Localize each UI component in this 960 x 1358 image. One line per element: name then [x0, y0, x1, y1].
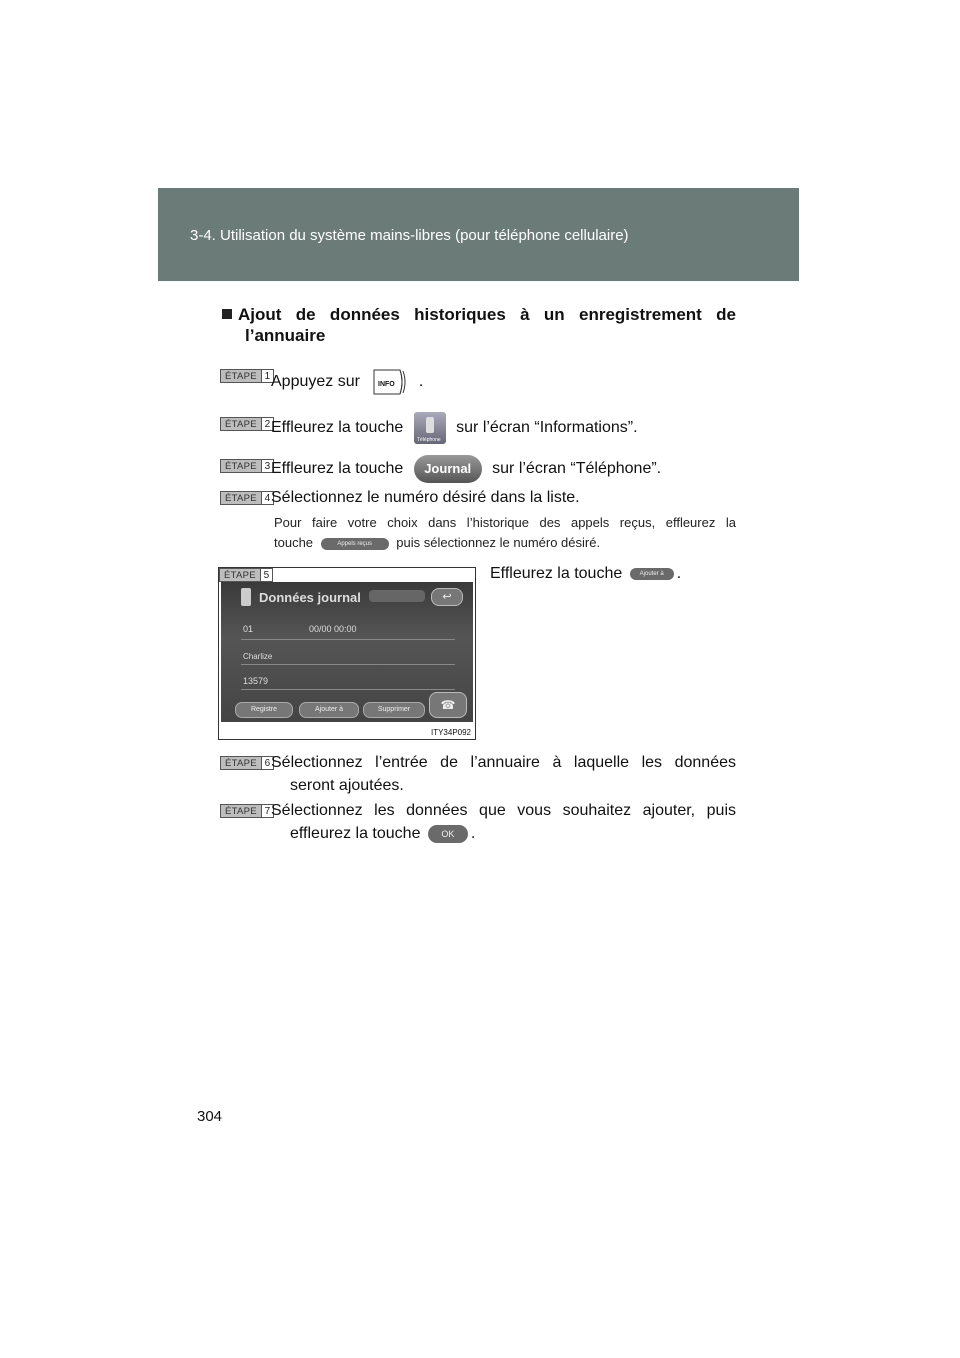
- call-handset-icon: ☎: [429, 692, 467, 718]
- step-5-text: [490, 562, 681, 585]
- chapter-header: [158, 188, 799, 281]
- page-number: 304: [197, 1108, 223, 1125]
- step-7-line1: Sélectionnez les données que vous souhaitez ajouter, puis: [271, 802, 736, 819]
- appels-recus-button-icon: Appels reçus: [321, 538, 389, 550]
- step-3-before: Effleurez la touche: [271, 460, 404, 478]
- status-icons: [369, 590, 425, 602]
- step-4-text: Sélectionnez le numéro désiré dans la liste.: [271, 489, 580, 506]
- back-arrow-icon: ↩: [431, 588, 463, 606]
- screen-display: [221, 582, 473, 722]
- figure-code: ITY34P092: [430, 728, 471, 737]
- step-badge-5: ÉTAPE 5: [219, 568, 273, 582]
- note-line1: Pour faire votre choix dans l’historique des appels reçus, effleurez la: [274, 515, 736, 530]
- registre-button: Registre: [235, 702, 293, 718]
- step-3-text: [271, 455, 661, 483]
- step-2-before: Effleurez la touche: [271, 419, 404, 437]
- svg-text:INFO: INFO: [378, 381, 396, 388]
- ajouter-a-button-icon: Ajouter à: [630, 568, 674, 580]
- step-badge-1: ÉTAPE 1: [220, 369, 274, 383]
- step-3-after: sur l’écran “Téléphone”.: [492, 460, 662, 478]
- telephone-button-icon: [414, 412, 446, 444]
- step-1-after: .: [418, 373, 424, 391]
- step-1-text: [271, 366, 423, 398]
- divider: [241, 664, 455, 665]
- screen-illustration: [218, 567, 476, 740]
- svg-text:Téléphone: Téléphone: [416, 437, 441, 443]
- step-badge-7: ÉTAPE 7: [220, 804, 274, 818]
- step-1-before: Appuyez sur: [271, 373, 360, 391]
- screen-title: Données journal: [259, 590, 361, 605]
- ajouter-button: Ajouter à: [299, 702, 359, 718]
- step-6-line1: Sélectionnez l’entrée de l’annuaire à laquelle les données: [271, 754, 736, 771]
- ok-button-icon: OK: [428, 825, 468, 843]
- screen-row1-num: 01: [243, 624, 254, 634]
- step-7-line2: effleurez la touche OK .: [290, 825, 476, 842]
- journal-button-icon: Journal: [414, 455, 482, 483]
- step-badge-2: ÉTAPE 2: [220, 417, 274, 431]
- step-5-after: .: [676, 565, 682, 582]
- phone-icon: [241, 588, 251, 606]
- bullet-square-icon: [222, 309, 232, 319]
- section-title-line2: l’annuaire: [245, 326, 326, 345]
- step-2-after: sur l’écran “Informations”.: [456, 419, 638, 437]
- chapter-header-text: 3-4. Utilisation du système mains-libres (pour téléphone cellulaire): [190, 227, 629, 244]
- divider: [241, 639, 455, 640]
- step-5-before: Effleurez la touche: [490, 565, 623, 582]
- step-badge-3: ÉTAPE 3: [220, 459, 274, 473]
- section-title-line1: Ajout de données historiques à un enregistrement de: [238, 305, 736, 324]
- screen-row3: 13579: [243, 676, 269, 686]
- screen-row1-time: 00/00 00:00: [309, 624, 357, 634]
- step-6-line2: seront ajoutées.: [290, 777, 404, 794]
- step-badge-6: ÉTAPE 6: [220, 756, 274, 770]
- divider: [241, 689, 455, 690]
- screen-row2: Charlize: [243, 652, 273, 661]
- step-badge-4: ÉTAPE 4: [220, 491, 274, 505]
- step-2-text: [271, 412, 638, 444]
- note-line2: touche Appels reçus puis sélectionnez le numéro désiré.: [274, 535, 601, 550]
- supprimer-button: Supprimer: [363, 702, 425, 718]
- section-title: [222, 303, 736, 326]
- info-button-icon: [370, 366, 408, 398]
